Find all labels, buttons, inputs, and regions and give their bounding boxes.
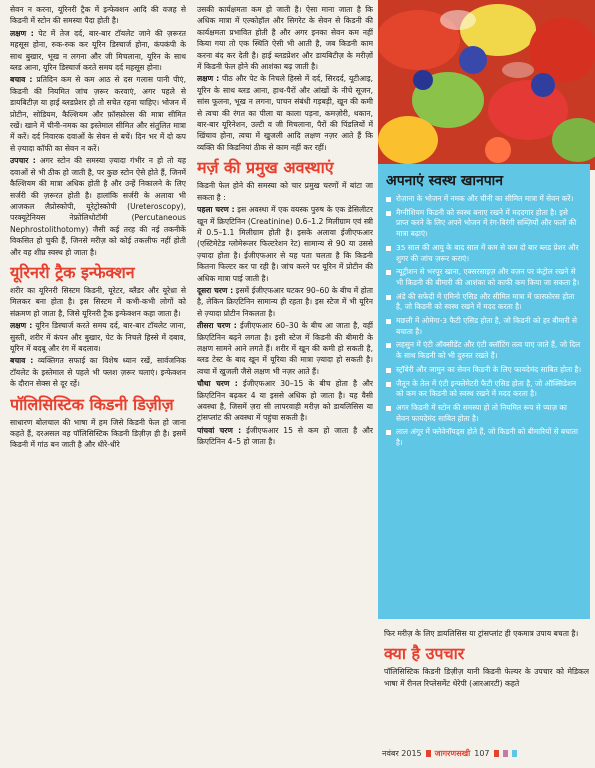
- paragraph-text: शरीर का यूरिनरी सिस्टम किडनी, यूरेटर, ब्लैडर और यूरेथ्रा से मिलकर बना होता है। इस सिस्टम में कभी-कभी लोगों को संक्रमण हो जाता है, जिसे यूरिनरी ट्रैक इन्फेक्शन कहा जाता है।: [10, 285, 186, 318]
- tip-item: न्यूट्रीशन से भरपूर खाना, एक्सरसाइज़ और वज़न पर कंट्रोल रखने से भी किडनी की बीमारी की आशंका को काफी कम किया जा सकता है।: [386, 267, 582, 288]
- paragraph: [10, 4, 186, 27]
- paragraph: [197, 378, 373, 424]
- page-number: 107: [474, 749, 490, 758]
- paragraph-label: चौथा चरण :: [197, 379, 238, 389]
- paragraph: [197, 180, 373, 203]
- paragraph: [10, 320, 186, 354]
- section-heading: पॉलिसिस्टिक किडनी डिज़ीज़: [10, 394, 174, 414]
- paragraph: [10, 355, 186, 389]
- paragraph-label: बचाव :: [10, 75, 33, 85]
- tip-item: जैतून के तेल में एंटी इन्फ्लेमेटरी फैटी एसिड होता है, जो ऑक्सिडेशन को कम कर किडनी को स्वस्थ रखने में मदद करता है।: [386, 379, 582, 400]
- issue-month: नवंबर 2015: [382, 749, 422, 758]
- paragraph-label: उपचार :: [10, 156, 36, 166]
- paragraph-label: दूसरा चरण :: [197, 285, 234, 295]
- tip-item: अंडे की सफेदी में एमिनो एसिड और सीमित मात्रा में फ़ास्फ़ोरस होता है, जो किडनी को स्वस्थ रखने में मदद करता है।: [386, 292, 582, 313]
- paragraph: [384, 628, 589, 639]
- paragraph-text: किडनी फेल होने की समस्या को चार प्रमुख चरणों में बांटा जा सकता है :: [197, 181, 373, 202]
- paragraph: [197, 73, 373, 153]
- footer-marker: [494, 750, 499, 757]
- paragraph-text: पीठ और पेट के निचले हिस्से में दर्द, सिरदर्द, यूटीआइ, यूरिन के साथ ब्लड आना, हाथ-पैरों और आंखों के नीचे सूजन, सांस फूलना, भूख न लगना, पाचन संबंधी गड़बड़ी, खून की कमी से त्वचा की रंगत का पीला या काला पड़ना, कमज़ोरी, थकान, बार-बार यूरिनेशन, उल्टी व जी मिचलाना, पैरों की पिंडलियों में खिंचाव होना, त्वचा में खुजली आदि लक्षण नज़र आते हैं कि व्यक्ति की किडनियां ठीक से काम नहीं कर रहीं।: [197, 74, 373, 152]
- footer-marker: [512, 750, 517, 757]
- paragraph-text: प्रतिदिन कम से कम आठ से दस गलास पानी पीएं, किडनी की नियमित जांच ज़रूर करवाएं, अगर पहले से डायबिटीज़ या हाई ब्लडप्रेशर हो तो सचेत रहना चाहिए। भोजन में प्रोटीन, सोडियम, कैल्शियम और फ़ॉस्फ़ोरस की मात्रा सीमित रखें। खाने में चीनी-नमक का इस्तेमाल सीमित और संतुलित मात्रा में करें। दर्द निवारक दवाओं के सेवन से बचें। दिन भर में दो कप से ज़्यादा कॉफी का सेवन न करें।: [10, 75, 186, 153]
- paragraph: [384, 666, 589, 689]
- page-footer: [382, 748, 517, 759]
- paragraph-label: लक्षण :: [197, 74, 220, 84]
- article-column-3: [384, 628, 589, 733]
- paragraph-label: लक्षण :: [10, 28, 34, 38]
- paragraph-text: उसकी कार्यक्षमता कम हो जाती है। ऐसा माना जाता है कि अधिक मात्रा में एल्कोहॉल और सिगरेट के सेवन से किडनी की कार्यक्षमता प्रभावित होती है और अगर इनका सेवन कम नहीं किया गया तो एक स्थिति ऐसी भी आती है, जब किडनी काम करना बंद कर देती है। हाई ब्लडप्रेशर और डायबिटीज़ के मरीज़ों में किडनी फेल होने की आशंका बढ़ जाती है।: [197, 5, 373, 72]
- paragraph-text: इस अवस्था में एक वयस्क पुरुष के एक डेसिलीटर खून में क्रिएटिनिन (Creatinine) 0.6–1.2 मिलीग्राम एवं स्त्री में 0.5–1.1 मिलीग्राम होती है। इसके अलावा ईजीएफआर (एस्टिमेटेड ग्लोमेरूलर फिल्टरेशन रेट) सामान्य से 90 या उससे ज़्यादा होता है। ईजीएफआर से यह पता चलता है कि किडनी कितना फिल्टर कर पा रही है। जांच करने पर यूरिन में प्रोटीन की अधिक मात्रा पाई जाती है।: [197, 205, 373, 283]
- paragraph-text: यूरिन डिस्चार्ज करते समय दर्द, बार-बार टॉयलेट जाना, सुस्ती, शरीर में कंपन और बुखार, पेट के निचले हिस्से में दबाव, यूरिन में बदबू और रंग में बदलाव।: [10, 321, 186, 353]
- healthy-diet-box: [378, 164, 590, 619]
- tip-item: लाल अंगूर में फ्लेवेनॉयड्स होते हैं, जो किडनी को बीमारियों से बचाता है।: [386, 427, 582, 448]
- paragraph: [10, 285, 186, 319]
- paragraph: [10, 155, 186, 258]
- paragraph-text: पॉलिसिस्टिक किडनी डिज़ीज़ यानी किडनी फेल्यर के उपचार को मेडिकल भाषा में रीनल रिप्लेसमेंट थेरेपी (आरआरटी) कहते: [384, 667, 589, 688]
- magazine-name: जागरणसखी: [434, 749, 471, 758]
- paragraph-text: पेट में तेज दर्द, बार-बार टॉयलेट जाने की ज़रूरत महसूस होना, रुक-रुक कर यूरिन डिस्चार्ज होना, कंपकंपी के साथ बुखार, भूख न लगना और जी मिचलाना, यूरिन के साथ ब्लड आना, यूरिन डिस्चार्ज करते समय दर्द महसूस होना।: [10, 28, 186, 73]
- paragraph: [10, 417, 186, 451]
- paragraph: [10, 28, 186, 74]
- tip-item: लहसुन में एंटी ऑक्सीडेंट और एंटी क्लॉटिंग तत्व पाए जाते हैं, जो दिल के साथ किडनी को भी दुरुस्त रखते हैं।: [386, 340, 582, 361]
- paragraph-text: फिर मरीज़ के लिए डायलिसिस या ट्रांसप्लांट ही एकमात्र उपाय बचता है।: [384, 629, 579, 638]
- paragraph-label: तीसरा चरण :: [197, 321, 237, 331]
- paragraph-text: अगर स्टोन की समस्या ज़्यादा गंभीर न हो तो यह दवाओं से भी ठीक हो जाती है, पर कुछ स्टोन ऐसे होते हैं, जिनमें कैल्शियम की मात्रा अधिक होती है और उन्हें निकालने के लिए सर्जरी की ज़रूरत होती है। हालांकि सर्जरी के अलावा भी आजकल लैप्रोस्कोपी, यूरेट्रोस्कोपी (Ureteroscopy), परक्यूटेनियस नेफ्रोलिथोटॉमी (Percutaneous Nephrostolithotomy) जैसी कई तरह की नई तकनीकें विकसित हो चुकी हैं, जिनसे मरीज़ को कोई तकलीफ नहीं होती और वह शीघ्र स्वस्थ हो जाता है।: [10, 156, 186, 257]
- paragraph: [197, 285, 373, 319]
- tips-list: [386, 194, 582, 449]
- paragraph-text: साधारण बोलचाल की भाषा में हम जिसे किडनी फेल हो जाना कहते हैं, दरअसल वह पॉलिसिस्टिक किडनी डिज़ीज़ ही है। इसमें किडनी में गांठ बन जाती है और धीरे-धीरे: [10, 417, 186, 450]
- paragraph-label: पहला चरण :: [197, 205, 235, 215]
- footer-marker: [503, 750, 508, 757]
- paragraph-text: ईजीएफआर 15 से कम हो जाता है और क्रिएटिनिन 4–5 हो जाता है।: [197, 425, 373, 447]
- paragraph-text: ईजीएफआर 30–15 के बीच होता है और क्रिएटिनिन बढ़कर 4 या इससे अधिक हो जाता है। यह वैसी अवस्था है, जिसमें ज़रा सी लापरवाही मरीज़ को डायलिसिस या ट्रांसप्लांट की अवस्था में पहुंचा सकती है।: [197, 379, 373, 423]
- tip-item: 35 साल की आयु के बाद साल में कम से कम दो बार ब्लड प्रेशर और शुगर की जांच ज़रूर कराएं।: [386, 243, 582, 264]
- paragraph: [197, 320, 373, 377]
- paragraph-text: सेवन न करना, यूरिनरी ट्रैक में इन्फेक्शन आदि की वजह से किडनी में स्टोन की समस्या पैदा होती है।: [10, 5, 186, 26]
- section-heading: मर्ज़ की प्रमुख अवस्थाएं: [197, 158, 334, 178]
- tip-item: मछली में ओमेगा-3 फैटी एसिड होता है, जो किडनी को हर बीमारी से बचाता है।: [386, 316, 582, 337]
- paragraph: [197, 4, 373, 72]
- paragraph-label: लक्षण :: [10, 321, 33, 331]
- paragraph-text: व्यक्तिगत सफाई का विशेष ध्यान रखें, सार्वजनिक टॉयलेट के इस्तेमाल से पहले भी फ्लश ज़रूर चलाएं। इन्फेक्शन के दौरान सेक्स से दूर रहें।: [10, 356, 186, 389]
- paragraph-text: इसमें ईजीएफआर घटकर 90–60 के बीच में होता है, लेकिन क्रिएटिनिन सामान्य ही रहता है। इस स्टेज में भी यूरिन से ज़्यादा प्रोटीन निकलता है।: [197, 285, 373, 318]
- paragraph-text: ईजीएफआर 60–30 के बीच आ जाता है, वहीं क्रिएटिनिन बढ़ने लगता है। इसी स्टेज में किडनी की बीमारी के लक्षण सामने आने लगते हैं। शरीर में खून की कमी हो सकती है, ब्लड टेस्ट के बाद खून में यूरिया की मात्रा ज़्यादा हो सकती है। त्वचा में खुजली जैसे लक्षण भी नज़र आते हैं।: [197, 321, 373, 376]
- fruit-salad-image: [378, 0, 595, 170]
- paragraph-label: बचाव :: [10, 356, 34, 366]
- section-heading: यूरिनरी ट्रैक इन्फेक्शन: [10, 262, 135, 282]
- paragraph: [197, 204, 373, 284]
- paragraph-label: पांचवां चरण :: [197, 425, 242, 435]
- box-title: अपनाएं स्वस्थ खानपान: [386, 173, 504, 189]
- paragraph: [197, 425, 373, 448]
- paragraph: [10, 74, 186, 154]
- article-column-1: [10, 4, 186, 764]
- article-column-2: [197, 4, 373, 764]
- section-heading: क्या है उपचार: [384, 644, 465, 664]
- tip-item: अगर किडनी में स्टोन की समस्या हो तो नियमित रूप से प्याज़ का सेवन फायदेमंद साबित होता है।: [386, 403, 582, 424]
- tip-item: स्ट्रॉबेरी और जामुन का सेवन किडनी के लिए फायदेमंद साबित होता है।: [386, 365, 582, 376]
- tip-item: रोज़ाना के भोजन में नमक और चीनी का सीमित मात्रा में सेवन करें।: [386, 194, 582, 205]
- footer-marker: [426, 750, 431, 757]
- tip-item: मैग्नीशियम किडनी को स्वस्थ बनाए रखने में मददगार होता है। इसे प्राप्त करने के लिए अपने भोजन में रंग-बिरंगी सब्ज़ियों और फलों की मात्रा बढ़ाएं।: [386, 208, 582, 240]
